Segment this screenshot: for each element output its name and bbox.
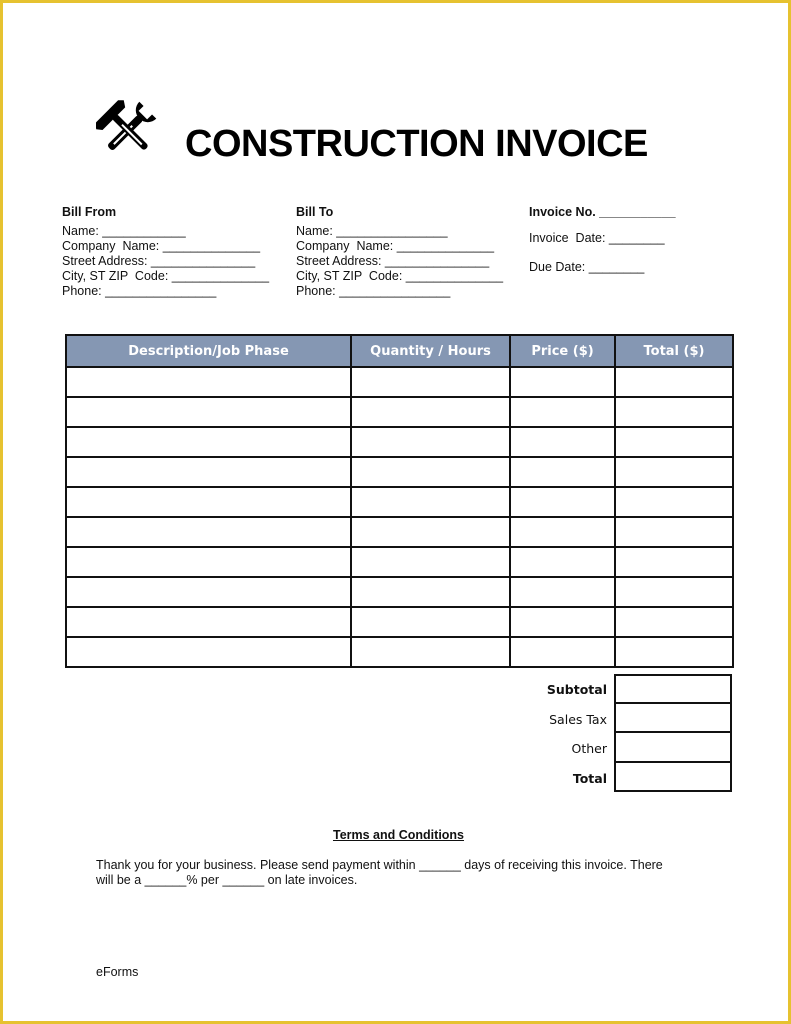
description-cell[interactable] — [66, 367, 351, 397]
table-header-row — [66, 335, 733, 367]
quantity-cell[interactable] — [351, 547, 510, 577]
other-row — [543, 733, 732, 763]
table-row — [66, 457, 733, 487]
column-header-price: Price ($) — [510, 335, 615, 367]
description-cell[interactable] — [66, 577, 351, 607]
quantity-cell[interactable] — [351, 637, 510, 667]
terms-text: Thank you for your business. Please send payment within ______ days of receiving this invoice. There will be a ______% per ______ on late invoices. — [96, 858, 663, 887]
table-row — [66, 577, 733, 607]
total-cell[interactable] — [615, 367, 733, 397]
total-row — [543, 763, 732, 793]
sales-tax-label: Sales Tax — [549, 711, 607, 727]
table-row — [66, 517, 733, 547]
total-cell[interactable] — [615, 397, 733, 427]
price-cell[interactable] — [510, 457, 615, 487]
terms-heading: Terms and Conditions — [332, 828, 465, 842]
total-field[interactable] — [614, 763, 732, 793]
total-cell[interactable] — [615, 457, 733, 487]
total-cell[interactable] — [615, 637, 733, 667]
total-cell[interactable] — [615, 427, 733, 457]
sales-tax-row — [543, 704, 732, 734]
total-cell[interactable] — [615, 577, 733, 607]
page-title: CONSTRUCTION INVOICE — [185, 123, 648, 165]
quantity-cell[interactable] — [351, 577, 510, 607]
price-cell[interactable] — [510, 397, 615, 427]
bill-from-phone-field[interactable]: Phone: ________________ — [62, 284, 217, 298]
description-cell[interactable] — [66, 397, 351, 427]
subtotal-field[interactable] — [614, 674, 732, 704]
quantity-cell[interactable] — [351, 457, 510, 487]
bill-from-name-field[interactable]: Name: ____________ — [62, 224, 186, 238]
bill-from-city-field[interactable]: City, ST ZIP Code: ______________ — [62, 269, 270, 283]
description-cell[interactable] — [66, 457, 351, 487]
other-label: Other — [571, 741, 607, 756]
sales-tax-field[interactable] — [614, 704, 732, 734]
table-row — [66, 427, 733, 457]
table-row — [66, 637, 733, 667]
price-cell[interactable] — [510, 427, 615, 457]
subtotal-row — [543, 674, 732, 704]
bill-to-phone-field[interactable]: Phone: ________________ — [296, 284, 451, 298]
price-cell[interactable] — [510, 517, 615, 547]
bill-from-section — [62, 205, 269, 299]
table-row — [66, 367, 733, 397]
bill-from-heading: Bill From — [62, 205, 117, 219]
total-cell[interactable] — [615, 547, 733, 577]
bill-to-company-field[interactable]: Company Name: ______________ — [296, 239, 495, 253]
bill-to-section — [296, 205, 503, 299]
table-row — [66, 607, 733, 637]
description-cell[interactable] — [66, 427, 351, 457]
description-cell[interactable] — [66, 517, 351, 547]
price-cell[interactable] — [510, 637, 615, 667]
bill-to-city-field[interactable]: City, ST ZIP Code: ______________ — [296, 269, 504, 283]
quantity-cell[interactable] — [351, 427, 510, 457]
bill-to-name-field[interactable]: Name: ________________ — [296, 224, 448, 238]
total-label: Total — [572, 770, 607, 786]
table-row — [66, 397, 733, 427]
footer-brand: eForms — [96, 965, 139, 979]
due-date-field[interactable]: Due Date: ________ — [529, 260, 645, 274]
table-row — [66, 487, 733, 517]
column-header-quantity: Quantity / Hours — [351, 335, 510, 367]
total-cell[interactable] — [615, 607, 733, 637]
description-cell[interactable] — [66, 637, 351, 667]
subtotal-label: Subtotal — [546, 682, 607, 697]
price-cell[interactable] — [510, 367, 615, 397]
line-items-table — [65, 334, 734, 668]
description-cell[interactable] — [66, 547, 351, 577]
price-cell[interactable] — [510, 577, 615, 607]
quantity-cell[interactable] — [351, 487, 510, 517]
bill-to-heading: Bill To — [296, 205, 334, 219]
price-cell[interactable] — [510, 547, 615, 577]
column-header-description: Description/Job Phase — [66, 335, 351, 367]
invoice-date-field[interactable]: Invoice Date: ________ — [529, 231, 665, 245]
description-cell[interactable] — [66, 487, 351, 517]
totals-section — [543, 674, 732, 792]
invoice-meta-section — [529, 205, 676, 275]
price-cell[interactable] — [510, 607, 615, 637]
price-cell[interactable] — [510, 487, 615, 517]
quantity-cell[interactable] — [351, 367, 510, 397]
invoice-number-field[interactable]: Invoice No. ___________ — [529, 205, 676, 219]
total-cell[interactable] — [615, 517, 733, 547]
bill-from-street-field[interactable]: Street Address: _______________ — [62, 254, 256, 268]
column-header-total: Total ($) — [615, 335, 733, 367]
description-cell[interactable] — [66, 607, 351, 637]
quantity-cell[interactable] — [351, 517, 510, 547]
quantity-cell[interactable] — [351, 397, 510, 427]
bill-from-company-field[interactable]: Company Name: ______________ — [62, 239, 261, 253]
hammer-wrench-icon — [96, 98, 160, 162]
bill-to-street-field[interactable]: Street Address: _______________ — [296, 254, 490, 268]
table-row — [66, 547, 733, 577]
other-field[interactable] — [614, 733, 732, 763]
quantity-cell[interactable] — [351, 607, 510, 637]
total-cell[interactable] — [615, 487, 733, 517]
